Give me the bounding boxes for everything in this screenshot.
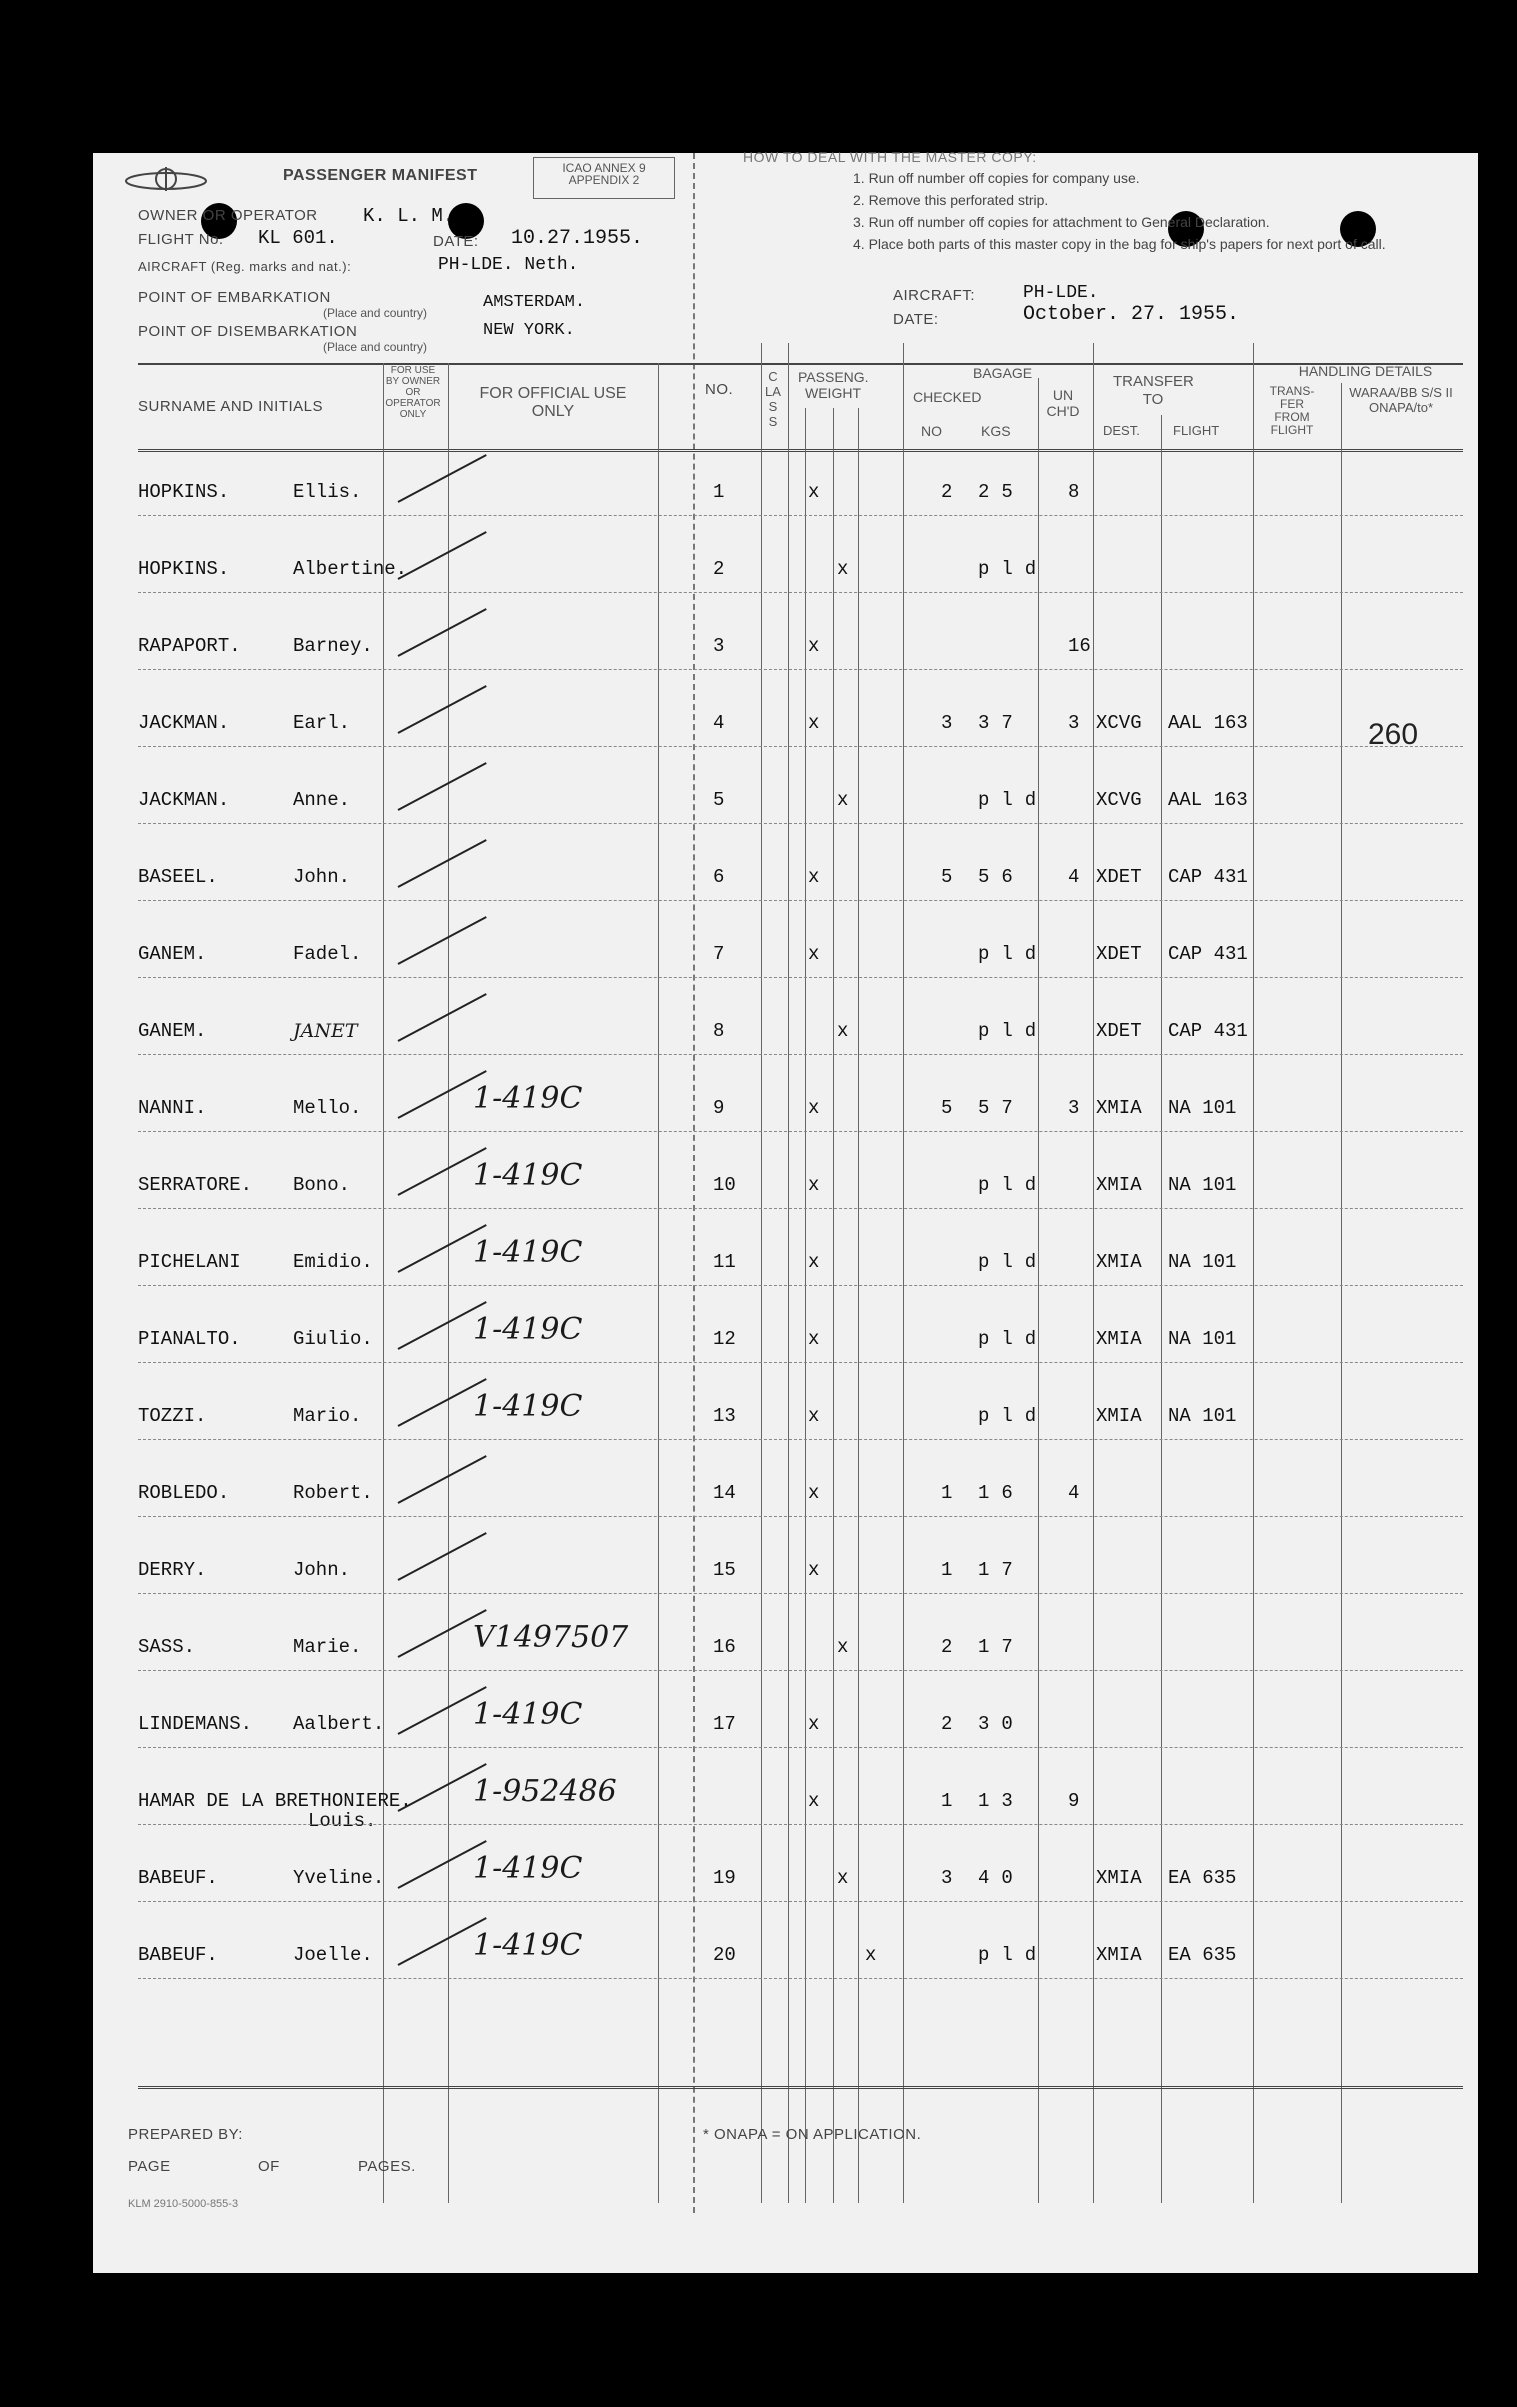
table-row bbox=[93, 1367, 1478, 1443]
unchd-cell: 3 bbox=[1068, 1097, 1080, 1119]
header-rule bbox=[138, 363, 1463, 365]
bag-no-header: NO bbox=[921, 423, 942, 439]
dest-cell: XMIA bbox=[1096, 1867, 1142, 1889]
no-cell: 10 bbox=[713, 1174, 736, 1196]
surname-cell: LINDEMANS. bbox=[138, 1713, 253, 1735]
class-mark: x bbox=[808, 1251, 820, 1273]
check-mark bbox=[398, 454, 487, 503]
table-row bbox=[93, 1906, 1478, 1982]
class-mark: x bbox=[808, 1559, 820, 1581]
surname-header: SURNAME AND INITIALS bbox=[138, 398, 324, 415]
dest-header: DEST. bbox=[1103, 423, 1140, 438]
official-cell: V1497507 bbox=[473, 1620, 629, 1655]
class-mark: x bbox=[837, 1020, 849, 1042]
transfer-header: TRANSFER TO bbox=[1113, 373, 1194, 408]
no-cell: 5 bbox=[713, 789, 725, 811]
surname-cell: BABEUF. bbox=[138, 1944, 218, 1966]
checked-header: CHECKED bbox=[913, 389, 982, 405]
surname-cell: GANEM. bbox=[138, 943, 207, 965]
dest-cell: XDET bbox=[1096, 943, 1142, 965]
appendix-label: APPENDIX 2 bbox=[568, 173, 640, 187]
transfer-from-header: TRANS-FER FROM FLIGHT bbox=[1269, 384, 1315, 437]
official-cell: 1-419C bbox=[473, 1158, 583, 1193]
row-divider bbox=[138, 977, 1463, 978]
handling-note: 260 bbox=[1368, 718, 1419, 751]
class-mark: x bbox=[865, 1944, 877, 1966]
table-row bbox=[93, 1444, 1478, 1520]
owner-label: OWNER OR OPERATOR bbox=[138, 207, 318, 224]
class-header: CLASS bbox=[765, 369, 781, 429]
flight-cell: AAL 163 bbox=[1168, 789, 1248, 811]
instr-aircraft-value: PH-LDE. bbox=[1023, 283, 1099, 303]
flight-cell: CAP 431 bbox=[1168, 943, 1248, 965]
no-cell: 17 bbox=[713, 1713, 736, 1735]
footer-rule bbox=[138, 2086, 1463, 2089]
kgs-cell: pld bbox=[978, 1251, 1049, 1273]
row-divider bbox=[138, 1978, 1463, 1979]
bag-no-cell: 1 bbox=[941, 1790, 953, 1812]
table-row bbox=[93, 751, 1478, 827]
kgs-cell: pld bbox=[978, 1944, 1049, 1966]
no-cell: 6 bbox=[713, 866, 725, 888]
table-row bbox=[93, 1136, 1478, 1212]
row-divider bbox=[138, 1747, 1463, 1748]
initials-cell: Fadel. bbox=[293, 943, 362, 965]
check-mark bbox=[398, 685, 487, 734]
official-cell: 1-419C bbox=[473, 1081, 583, 1116]
flight-cell: CAP 431 bbox=[1168, 866, 1248, 888]
kgs-cell: pld bbox=[978, 1174, 1049, 1196]
unchd-cell: 16 bbox=[1068, 635, 1091, 657]
instructions-title: HOW TO DEAL WITH THE MASTER COPY: bbox=[743, 149, 1037, 165]
check-mark bbox=[398, 839, 487, 888]
flight-header: FLIGHT bbox=[1173, 423, 1220, 438]
initials-cell: Anne. bbox=[293, 789, 351, 811]
initials-cell: Joelle. bbox=[293, 1944, 373, 1966]
kgs-cell: 30 bbox=[978, 1713, 1025, 1735]
table-row bbox=[93, 597, 1478, 673]
row-divider bbox=[138, 1362, 1463, 1363]
kgs-cell: 57 bbox=[978, 1097, 1025, 1119]
unchd-cell: 4 bbox=[1068, 866, 1080, 888]
row-divider bbox=[138, 1516, 1463, 1517]
check-mark bbox=[398, 608, 487, 657]
kgs-cell: pld bbox=[978, 789, 1049, 811]
initials-cell: Marie. bbox=[293, 1636, 362, 1658]
row-divider bbox=[138, 823, 1463, 824]
class-mark: x bbox=[837, 1636, 849, 1658]
row-divider bbox=[138, 1670, 1463, 1671]
surname-cell: HOPKINS. bbox=[138, 481, 230, 503]
annex-label: ICAO ANNEX 9 bbox=[562, 161, 646, 175]
row-divider bbox=[138, 1824, 1463, 1825]
kgs-cell: pld bbox=[978, 943, 1049, 965]
dest-cell: XMIA bbox=[1096, 1944, 1142, 1966]
check-mark bbox=[398, 531, 487, 580]
unchd-cell: 8 bbox=[1068, 481, 1080, 503]
table-row bbox=[93, 1675, 1478, 1751]
kgs-cell: 17 bbox=[978, 1636, 1025, 1658]
owner-use-header: FOR USE BY OWNER OR OPERATOR ONLY bbox=[385, 365, 441, 420]
check-mark bbox=[398, 916, 487, 965]
no-cell: 9 bbox=[713, 1097, 725, 1119]
instruction-item: 2. Remove this perforated strip. bbox=[853, 192, 1049, 208]
manifest-sheet bbox=[93, 149, 1478, 2273]
surname-cell: NANNI. bbox=[138, 1097, 207, 1119]
initials-cell: JANET bbox=[293, 1020, 358, 1042]
row-divider bbox=[138, 746, 1463, 747]
aircraft-value: PH-LDE. Neth. bbox=[438, 255, 579, 275]
surname-cell: GANEM. bbox=[138, 1020, 207, 1042]
form-code: KLM 2910-5000-855-3 bbox=[128, 2198, 239, 2210]
initials-cell: Mello. bbox=[293, 1097, 362, 1119]
no-cell: 3 bbox=[713, 635, 725, 657]
surname-cell: RAPAPORT. bbox=[138, 635, 241, 657]
handling-header: HANDLING DETAILS bbox=[1298, 363, 1433, 379]
no-cell: 13 bbox=[713, 1405, 736, 1427]
surname-cell: SASS. bbox=[138, 1636, 196, 1658]
no-cell: 1 bbox=[713, 481, 725, 503]
kgs-header: KGS bbox=[981, 423, 1011, 439]
unchd-cell: 4 bbox=[1068, 1482, 1080, 1504]
no-cell: 15 bbox=[713, 1559, 736, 1581]
table-row bbox=[93, 905, 1478, 981]
row-divider bbox=[138, 1439, 1463, 1440]
class-mark: x bbox=[808, 1713, 820, 1735]
initials-cell: John. bbox=[293, 866, 351, 888]
official-cell: 1-419C bbox=[473, 1235, 583, 1270]
weight-header: PASSENG. WEIGHT bbox=[798, 369, 869, 401]
table-row bbox=[93, 982, 1478, 1058]
kgs-cell: pld bbox=[978, 1328, 1049, 1350]
kgs-cell: 56 bbox=[978, 866, 1025, 888]
surname-cell: SERRATORE. bbox=[138, 1174, 253, 1196]
table-row bbox=[93, 520, 1478, 596]
dest-cell: XDET bbox=[1096, 866, 1142, 888]
flight-cell: NA 101 bbox=[1168, 1328, 1237, 1350]
surname-cell: HAMAR DE LA BRETHONIERE. bbox=[138, 1790, 412, 1812]
official-cell: 1-419C bbox=[473, 1697, 583, 1732]
no-cell: 20 bbox=[713, 1944, 736, 1966]
class-mark: x bbox=[808, 481, 820, 503]
pages-label: PAGES. bbox=[358, 2158, 416, 2175]
check-mark bbox=[398, 993, 487, 1042]
instruction-item: 4. Place both parts of this master copy in the bag for ship's papers for next port of call. bbox=[853, 236, 1386, 252]
initials-cell: Louis. bbox=[308, 1810, 377, 1832]
table-row bbox=[93, 443, 1478, 519]
disembark-sub: (Place and country) bbox=[323, 340, 428, 354]
official-cell: 1-419C bbox=[473, 1928, 583, 1963]
no-header: NO. bbox=[705, 381, 734, 398]
initials-cell: Ellis. bbox=[293, 481, 362, 503]
initials-cell: Emidio. bbox=[293, 1251, 373, 1273]
annex-box bbox=[533, 157, 675, 199]
date-label: DATE: bbox=[433, 233, 479, 250]
dest-cell: XMIA bbox=[1096, 1251, 1142, 1273]
kgs-cell: 37 bbox=[978, 712, 1025, 734]
class-mark: x bbox=[837, 1867, 849, 1889]
row-divider bbox=[138, 515, 1463, 516]
class-mark: x bbox=[808, 1097, 820, 1119]
bag-no-cell: 2 bbox=[941, 1636, 953, 1658]
instr-date-value: October. 27. 1955. bbox=[1023, 303, 1240, 326]
date-value: 10.27.1955. bbox=[511, 227, 644, 250]
kgs-cell: pld bbox=[978, 1405, 1049, 1427]
no-cell: 14 bbox=[713, 1482, 736, 1504]
surname-cell: TOZZI. bbox=[138, 1405, 207, 1427]
surname-cell: ROBLEDO. bbox=[138, 1482, 230, 1504]
dest-cell: XMIA bbox=[1096, 1405, 1142, 1427]
bag-no-cell: 3 bbox=[941, 712, 953, 734]
class-mark: x bbox=[808, 1482, 820, 1504]
bag-no-cell: 3 bbox=[941, 1867, 953, 1889]
kgs-cell: 16 bbox=[978, 1482, 1025, 1504]
initials-cell: Robert. bbox=[293, 1482, 373, 1504]
table-row bbox=[93, 828, 1478, 904]
instr-aircraft-label: AIRCRAFT: bbox=[893, 287, 976, 304]
bagage-header: BAGAGE bbox=[973, 365, 1033, 381]
passenger-table bbox=[93, 443, 1478, 2083]
row-divider bbox=[138, 1901, 1463, 1902]
dest-cell: XCVG bbox=[1096, 712, 1142, 734]
surname-cell: DERRY. bbox=[138, 1559, 207, 1581]
table-row bbox=[93, 1521, 1478, 1597]
row-divider bbox=[138, 1208, 1463, 1209]
dest-cell: XMIA bbox=[1096, 1328, 1142, 1350]
flight-cell: CAP 431 bbox=[1168, 1020, 1248, 1042]
flight-cell: NA 101 bbox=[1168, 1174, 1237, 1196]
flight-cell: EA 635 bbox=[1168, 1944, 1237, 1966]
class-mark: x bbox=[837, 789, 849, 811]
bag-no-cell: 2 bbox=[941, 1713, 953, 1735]
row-divider bbox=[138, 1593, 1463, 1594]
bag-no-cell: 5 bbox=[941, 1097, 953, 1119]
disembark-label: POINT OF DISEMBARKATION bbox=[138, 323, 358, 340]
surname-cell: JACKMAN. bbox=[138, 712, 230, 734]
class-mark: x bbox=[808, 1174, 820, 1196]
dest-cell: XCVG bbox=[1096, 789, 1142, 811]
flight-value: KL 601. bbox=[258, 227, 338, 249]
check-mark bbox=[398, 1455, 487, 1504]
no-cell: 4 bbox=[713, 712, 725, 734]
official-cell: 1-419C bbox=[473, 1851, 583, 1886]
flight-cell: AAL 163 bbox=[1168, 712, 1248, 734]
initials-cell: Aalbert. bbox=[293, 1713, 385, 1735]
owner-value: K. L. M. bbox=[363, 205, 455, 227]
official-cell: 1-419C bbox=[473, 1389, 583, 1424]
kgs-cell: 17 bbox=[978, 1559, 1025, 1581]
initials-cell: Bono. bbox=[293, 1174, 351, 1196]
surname-cell: BASEEL. bbox=[138, 866, 218, 888]
check-mark bbox=[398, 1532, 487, 1581]
unchd-cell: 9 bbox=[1068, 1790, 1080, 1812]
flight-cell: NA 101 bbox=[1168, 1405, 1237, 1427]
initials-cell: Earl. bbox=[293, 712, 351, 734]
row-divider bbox=[138, 1054, 1463, 1055]
initials-cell: Barney. bbox=[293, 635, 373, 657]
initials-cell: Giulio. bbox=[293, 1328, 373, 1350]
row-divider bbox=[138, 1285, 1463, 1286]
klm-logo-icon bbox=[121, 161, 211, 201]
instr-date-label: DATE: bbox=[893, 311, 939, 328]
page-label: PAGE bbox=[128, 2158, 171, 2175]
class-mark: x bbox=[808, 1405, 820, 1427]
class-mark: x bbox=[808, 712, 820, 734]
no-cell: 19 bbox=[713, 1867, 736, 1889]
embark-label: POINT OF EMBARKATION bbox=[138, 289, 331, 306]
surname-cell: HOPKINS. bbox=[138, 558, 230, 580]
table-row bbox=[93, 674, 1478, 750]
waraa-header: WARAA/BB S/S II ONAPA/to* bbox=[1349, 385, 1453, 415]
class-mark: x bbox=[837, 558, 849, 580]
dest-cell: XDET bbox=[1096, 1020, 1142, 1042]
official-header: FOR OFFICIAL USE ONLY bbox=[479, 385, 627, 420]
class-mark: x bbox=[808, 866, 820, 888]
no-cell: 2 bbox=[713, 558, 725, 580]
dest-cell: XMIA bbox=[1096, 1097, 1142, 1119]
surname-cell: PIANALTO. bbox=[138, 1328, 241, 1350]
unchd-header: UN CH'D bbox=[1046, 387, 1080, 419]
bag-no-cell: 1 bbox=[941, 1559, 953, 1581]
kgs-cell: pld bbox=[978, 1020, 1049, 1042]
table-row bbox=[93, 1213, 1478, 1289]
no-cell: 12 bbox=[713, 1328, 736, 1350]
bag-no-cell: 1 bbox=[941, 1482, 953, 1504]
initials-cell: Mario. bbox=[293, 1405, 362, 1427]
table-row bbox=[93, 1829, 1478, 1905]
instructions-list bbox=[853, 167, 1453, 255]
dest-cell: XMIA bbox=[1096, 1174, 1142, 1196]
prepared-label: PREPARED BY: bbox=[128, 2126, 243, 2143]
initials-cell: Albertine. bbox=[293, 558, 408, 580]
no-cell: 11 bbox=[713, 1251, 736, 1273]
aircraft-label: AIRCRAFT (Reg. marks and nat.): bbox=[138, 259, 352, 274]
disembark-value: NEW YORK. bbox=[483, 321, 575, 340]
kgs-cell: pld bbox=[978, 558, 1049, 580]
class-mark: x bbox=[808, 943, 820, 965]
class-mark: x bbox=[808, 635, 820, 657]
row-divider bbox=[138, 669, 1463, 670]
row-divider bbox=[138, 592, 1463, 593]
initials-cell: John. bbox=[293, 1559, 351, 1581]
class-mark: x bbox=[808, 1328, 820, 1350]
kgs-cell: 40 bbox=[978, 1867, 1025, 1889]
table-row bbox=[93, 1752, 1478, 1832]
table-row bbox=[93, 1290, 1478, 1366]
official-cell: 1-419C bbox=[473, 1312, 583, 1347]
initials-cell: Yveline. bbox=[293, 1867, 385, 1889]
surname-cell: PICHELANI bbox=[138, 1251, 241, 1273]
check-mark bbox=[398, 762, 487, 811]
kgs-cell: 25 bbox=[978, 481, 1025, 503]
instruction-item: 3. Run off number off copies for attachment to General Declaration. bbox=[853, 214, 1270, 230]
flight-cell: NA 101 bbox=[1168, 1097, 1237, 1119]
surname-cell: JACKMAN. bbox=[138, 789, 230, 811]
embark-sub: (Place and country) bbox=[323, 306, 428, 320]
no-cell: 7 bbox=[713, 943, 725, 965]
unchd-cell: 3 bbox=[1068, 712, 1080, 734]
no-cell: 16 bbox=[713, 1636, 736, 1658]
surname-cell: BABEUF. bbox=[138, 1867, 218, 1889]
flight-cell: NA 101 bbox=[1168, 1251, 1237, 1273]
official-cell: 1-952486 bbox=[473, 1774, 617, 1809]
row-divider bbox=[138, 1131, 1463, 1132]
flight-label: FLIGHT No. bbox=[138, 231, 224, 248]
instruction-item: 1. Run off number off copies for company use. bbox=[853, 170, 1140, 186]
of-label: OF bbox=[258, 2158, 280, 2175]
onapa-note: * ONAPA = ON APPLICATION. bbox=[703, 2126, 922, 2143]
table-row bbox=[93, 1059, 1478, 1135]
row-divider bbox=[138, 900, 1463, 901]
flight-cell: EA 635 bbox=[1168, 1867, 1237, 1889]
no-cell: 8 bbox=[713, 1020, 725, 1042]
table-row bbox=[93, 1598, 1478, 1674]
kgs-cell: 13 bbox=[978, 1790, 1025, 1812]
bag-no-cell: 5 bbox=[941, 866, 953, 888]
bag-no-cell: 2 bbox=[941, 481, 953, 503]
form-title: PASSENGER MANIFEST bbox=[283, 167, 478, 184]
class-mark: x bbox=[808, 1790, 820, 1812]
embark-value: AMSTERDAM. bbox=[483, 293, 586, 312]
